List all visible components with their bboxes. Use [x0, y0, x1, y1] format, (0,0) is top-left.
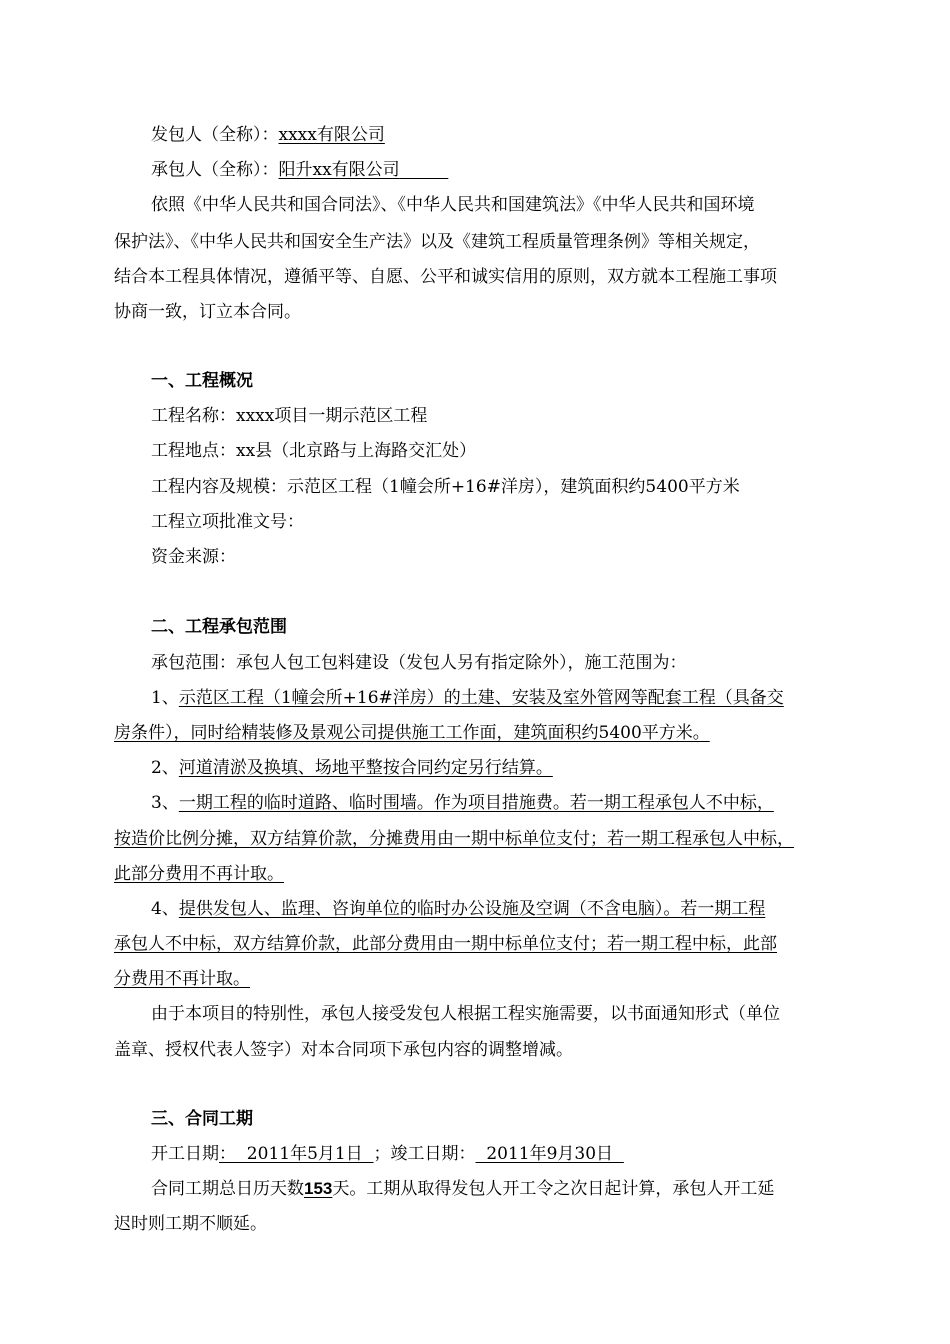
duration-suffix: 天。工期从取得发包人开工令之次日起计算，承包人开工延 — [332, 1179, 775, 1199]
schedule-dates — [151, 1143, 624, 1165]
project-scale: 工程内容及规模：示范区工程（1幢会所+16#洋房），建筑面积约5400平方米 — [151, 477, 740, 497]
duration-cont: 迟时则工期不顺延。 — [114, 1214, 267, 1234]
preamble-line: 结合本工程具体情况，遵循平等、自愿、公平和诚实信用的原则，双方就本工程施工事项 — [114, 267, 777, 287]
item-text: 一期工程的临时道路、临时围墙。作为项目措施费。若一期工程承包人不中标， — [178, 793, 774, 813]
item-text: 河道清淤及换填、场地平整按合同约定另行结算。 — [178, 758, 553, 778]
scope-item-1 — [151, 687, 784, 709]
section-heading: 一、工程概况 — [151, 371, 253, 391]
preamble-line: 依照《中华人民共和国合同法》、《中华人民共和国建筑法》《中华人民共和国环境 — [151, 195, 755, 215]
contractor-name: 阳升xx有限公司 — [278, 160, 400, 180]
duration-prefix: 合同工期总日历天数 — [151, 1179, 304, 1199]
employer-label: 发包人（全称）： — [151, 125, 279, 145]
project-location: 工程地点：xx县（北京路与上海路交汇处） — [151, 441, 477, 461]
start-label: 开工日期 — [151, 1144, 219, 1164]
contractor-line — [151, 159, 448, 181]
scope-item-4 — [151, 898, 765, 920]
end-date: 2011年9月30日 — [475, 1144, 624, 1164]
item-text: 示范区工程（1幢会所+16#洋房）的土建、安装及室外管网等配套工程（具备交 — [178, 688, 784, 708]
scope-item-3-cont: 此部分费用不再计取。 — [114, 864, 284, 884]
duration-line — [151, 1178, 774, 1200]
scope-item-4-cont: 承包人不中标，双方结算价款，此部分费用由一期中标单位支付；若一期工程中标，此部 — [114, 934, 777, 954]
contractor-label: 承包人（全称）： — [151, 160, 279, 180]
scope-item-1-cont: 房条件），同时给精装修及景观公司提供施工工作面，建筑面积约5400平方米。 — [114, 723, 710, 743]
start-date: ： 2011年5月1日 — [219, 1144, 374, 1164]
scope-item-3-cont: 按造价比例分摊，双方结算价款，分摊费用由一期中标单位支付；若一期工程承包人中标， — [114, 829, 794, 849]
employer-name: xxxx有限公司 — [278, 125, 385, 145]
project-funding: 资金来源： — [151, 547, 236, 567]
scope-item-2 — [151, 757, 553, 779]
duration-days: 153 — [304, 1179, 333, 1198]
scope-item-3 — [151, 792, 774, 814]
end-label: ；竣工日期： — [373, 1144, 476, 1164]
project-name: 工程名称：xxxx项目一期示范区工程 — [151, 406, 428, 426]
employer-line — [151, 124, 385, 146]
item-number: 4、 — [151, 899, 179, 919]
item-number: 2、 — [151, 758, 179, 778]
project-approval: 工程立项批准文号： — [151, 512, 304, 532]
item-number: 1、 — [151, 688, 179, 708]
section-heading: 三、合同工期 — [151, 1109, 253, 1129]
item-number: 3、 — [151, 793, 179, 813]
scope-note: 由于本项目的特别性，承包人接受发包人根据工程实施需要，以书面通知形式（单位 — [151, 1004, 780, 1024]
preamble-line: 保护法》、《中华人民共和国安全生产法》以及《建筑工程质量管理条例》等相关规定， — [114, 232, 760, 252]
scope-item-4-cont: 分费用不再计取。 — [114, 969, 250, 989]
scope-intro: 承包范围：承包人包工包料建设（发包人另有指定除外），施工范围为： — [151, 653, 687, 673]
scope-note-cont: 盖章、授权代表人签字）对本合同项下承包内容的调整增减。 — [114, 1040, 573, 1060]
section-heading: 二、工程承包范围 — [151, 617, 287, 637]
item-text: 提供发包人、监理、咨询单位的临时办公设施及空调（不含电脑）。若一期工程 — [178, 899, 766, 919]
preamble-line: 协商一致，订立本合同。 — [114, 302, 301, 322]
